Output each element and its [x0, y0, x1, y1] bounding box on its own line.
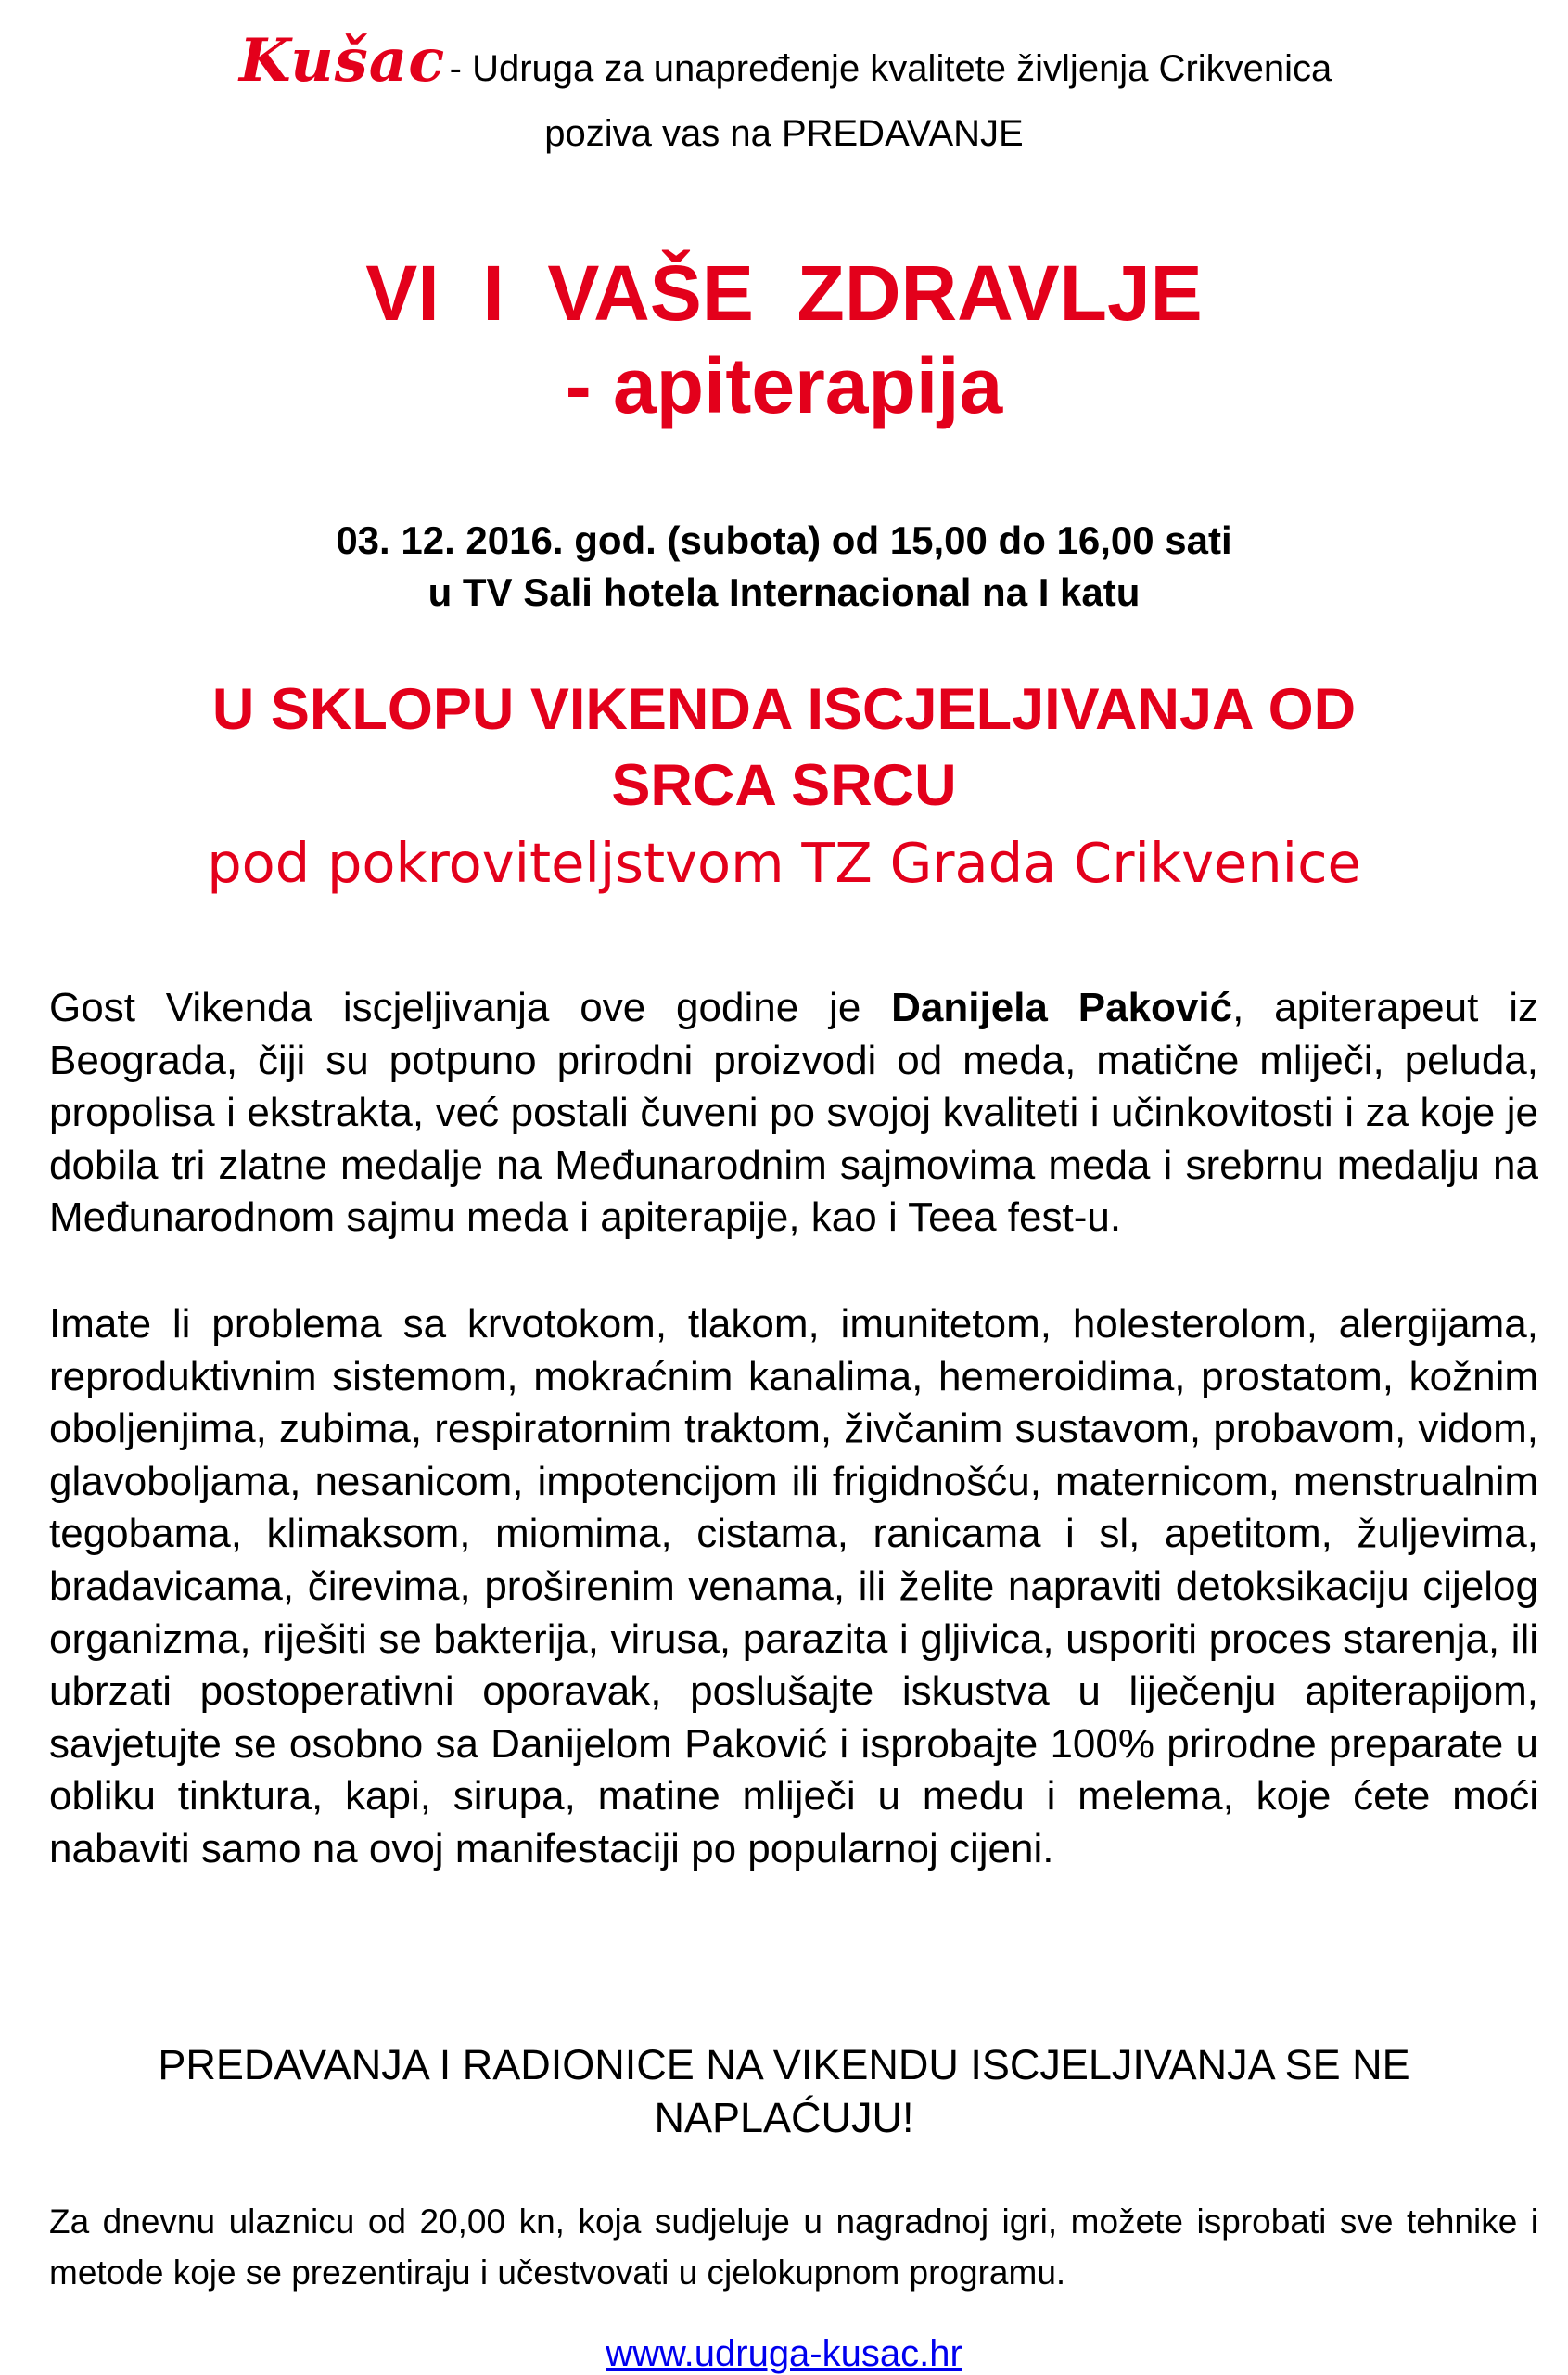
event-place: u TV Sali hotela Internacional na I katu [427, 570, 1141, 614]
event-date: 03. 12. 2016. god. (subota) od 15,00 do 16,00 sati [336, 518, 1232, 562]
guest-name: Danijela Paković [891, 985, 1233, 1030]
title-line-1: VI I VAŠE ZDRAVLJE [365, 249, 1203, 337]
free-notice-2: NAPLAĆUJU! [654, 2094, 914, 2141]
program-heading-2: SRCA SRCU [611, 753, 957, 818]
website-row [0, 2333, 1568, 2375]
org-name: - Udruga za unapređenje kvalitete življenja Crikvenica [449, 48, 1332, 89]
body-paragraph-1: Gost Vikenda iscjeljivanja ove godine je Danijela Paković, apiterapeut iz Beograda, čiji su potpuno prirodni proizvodi od meda, matične mliječi, peluda, propolisa i ekstrakta, već postali čuveni po svojoj kvaliteti i učinkovitosti i za koje je dobila tri zlatne medalje na Međunarodnim sajmovima meda i srebrnu medalju na Međunarodnom sajmu meda i apiterapije, kao i Teea fest-u. [49, 985, 1538, 1241]
website-link[interactable]: www.udruga-kusac.hr [606, 2333, 962, 2374]
patron-line: pod pokroviteljstvom TZ Grada Crikvenice [207, 831, 1361, 895]
body-paragraph-2: Imate li problema sa krvotokom, tlakom, imunitetom, holesterolom, alergijama, reproduktivnim sistemom, mokraćnim kanalima, hemeroidima, prostatom, kožnim oboljenjima, zubima, respiratornim traktom, živčanim sustavom, probavom, vidom, glavoboljama, nesanicom, impotencijom ili frigidnošću, maternicom, menstrualnim tegobama, klimaksom, miomima, cistama, ranicama i sl, apetitom, žuljevima, bradavicama, čirevima, proširenim venama, ili želite napraviti detoksikaciju cijelog organizma, riješiti se bakterija, virusa, parazita i gljivica, usporiti proces starenja, ili ubrzati postoperativni oporavak, poslušajte iskustva u liječenju apiterapijom, savjetujte se osobno sa Danijelom Paković i isprobajte 100% prirodne preparate u obliku tinktura, kapi, sirupa, matine mliječi u medu i melema, koje ćete moći nabaviti samo na ovoj manifestaciji po popularnoj cijeni. [49, 1301, 1538, 1871]
program-heading-1: U SKLOPU VIKENDA ISCJELJIVANJA OD [211, 677, 1357, 742]
invite-line: poziva vas na PREDAVANJE [544, 113, 1024, 154]
kusac-logo: Kušac [239, 26, 446, 96]
header-org-line [239, 26, 1332, 96]
free-notice-1: PREDAVANJA I RADIONICE NA VIKENDU ISCJELJIVANJA SE NE [158, 2041, 1410, 2088]
ticket-info: Za dnevnu ulaznicu od 20,00 kn, koja sudjeluje u nagradnoj igri, možete isprobati sve tehnike i metode koje se prezentiraju i učestvovati u cjelokupnom programu. [49, 2203, 1538, 2292]
title-line-2: - apiterapija [565, 342, 1003, 429]
